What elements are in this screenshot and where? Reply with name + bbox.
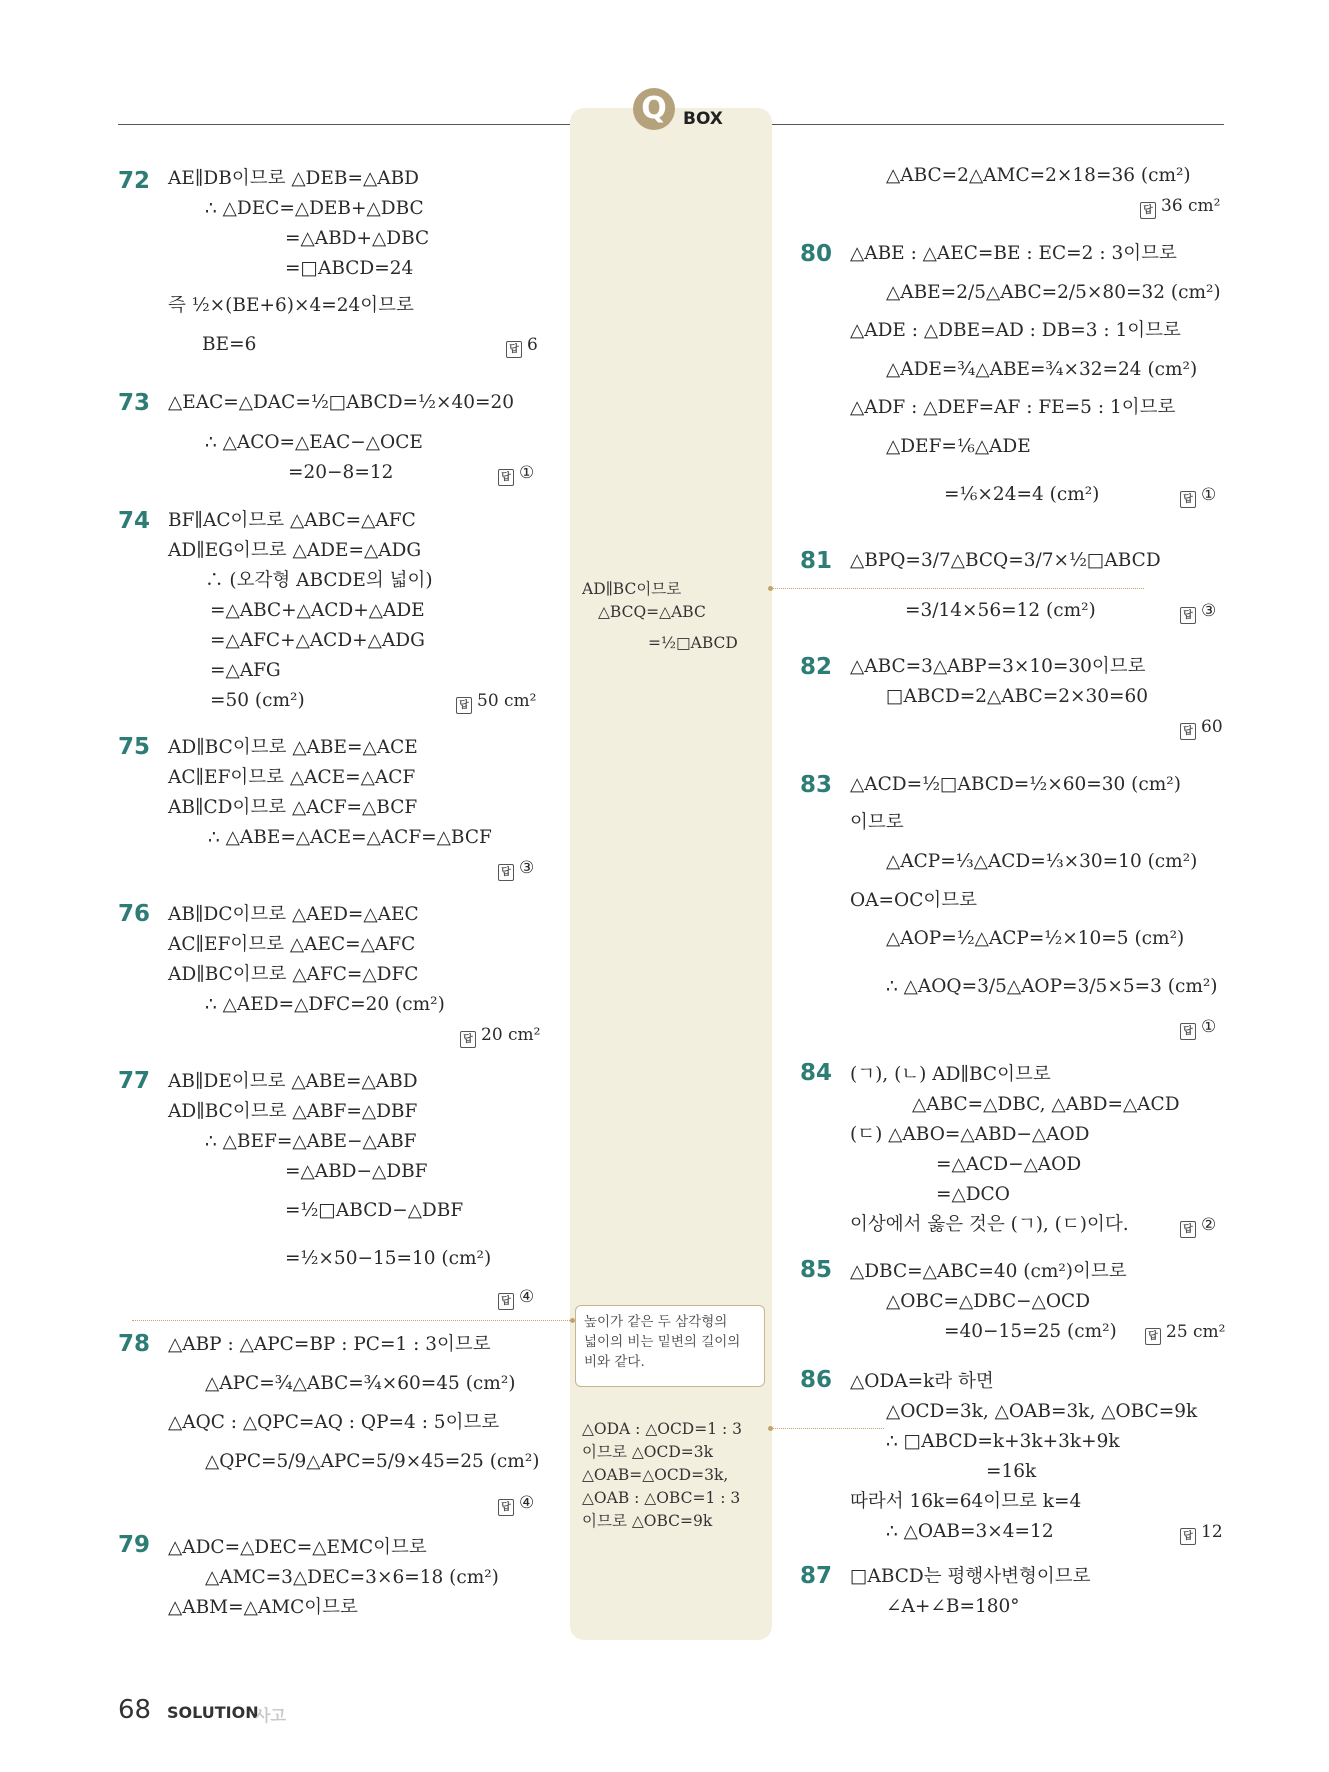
header-rule-left xyxy=(118,124,570,125)
solution-line: AC∥EF이므로 △ACE=△ACF xyxy=(168,767,416,788)
solution-line: △ADF : △DEF=AF : FE=5 : 1이므로 xyxy=(850,397,1176,418)
solution-line: 즉 ½×(BE+6)×4=24이므로 xyxy=(168,295,414,316)
page-number: 68 xyxy=(118,1695,152,1725)
answer-icon: 답 xyxy=(456,697,472,714)
solution-line: ∴ △AED=△DFC=20 (cm²) xyxy=(205,994,445,1015)
answer-84: 답 ② xyxy=(1180,1214,1216,1238)
solution-line: AC∥EF이므로 △AEC=△AFC xyxy=(168,934,416,955)
answer-77: 답 ④ xyxy=(498,1286,534,1310)
sidebar-hint: △OAB : △OBC=1 : 3 xyxy=(582,1489,741,1507)
problem-number: 75 xyxy=(118,734,151,760)
problem-number: 84 xyxy=(800,1060,833,1086)
answer-icon: 답 xyxy=(506,341,522,358)
solution-line: △ADE : △DBE=AD : DB=3 : 1이므로 xyxy=(850,320,1181,341)
answer-79: 답 36 cm² xyxy=(1140,195,1221,219)
solution-line: (ㄷ) △ABO=△ABD−△AOD xyxy=(850,1124,1090,1145)
solution-line: AD∥BC이므로 △AFC=△DFC xyxy=(168,964,419,985)
header-rule-right xyxy=(772,124,1224,125)
solution-line: =△ABC+△ACD+△ADE xyxy=(210,600,425,621)
solution-line: ∠A+∠B=180° xyxy=(886,1596,1020,1617)
connector-line xyxy=(132,1320,572,1321)
problem-number: 73 xyxy=(118,390,151,416)
solution-line: AD∥BC이므로 △ABF=△DBF xyxy=(168,1101,418,1122)
box-label: BOX xyxy=(683,109,723,129)
solution-line: △DBC=△ABC=40 (cm²)이므로 xyxy=(850,1261,1127,1282)
q-box-sidebar xyxy=(570,108,772,1640)
solution-line: (ㄱ), (ㄴ) AD∥BC이므로 xyxy=(850,1064,1051,1085)
answer-83: 답 ① xyxy=(1180,1016,1216,1040)
solution-line: OA=OC이므로 xyxy=(850,890,977,911)
solution-line: △AQC : △QPC=AQ : QP=4 : 5이므로 xyxy=(168,1412,500,1433)
problem-number: 78 xyxy=(118,1331,151,1357)
problem-number: 76 xyxy=(118,901,151,927)
answer-icon: 답 xyxy=(1140,202,1156,219)
solution-line: =50 (cm²) xyxy=(210,690,305,711)
solution-line: AE∥DB이므로 △DEB=△ABD xyxy=(168,168,420,189)
footer-faint-label: 사고 xyxy=(255,1706,286,1725)
sidebar-hint: 이므로 △OBC=9k xyxy=(582,1512,713,1530)
answer-78: 답 ④ xyxy=(498,1492,534,1516)
footer-label: SOLUTION xyxy=(167,1703,259,1722)
solution-line: =△ABD+△DBC xyxy=(285,228,430,249)
solution-line: 이상에서 옳은 것은 (ㄱ), (ㄷ)이다. xyxy=(850,1214,1129,1235)
answer-85: 답 25 cm² xyxy=(1145,1321,1226,1345)
solution-line: 따라서 16k=64이므로 k=4 xyxy=(850,1491,1082,1512)
problem-number: 81 xyxy=(800,548,833,574)
solution-line: △BPQ=3/7△BCQ=3/7×½□ABCD xyxy=(850,550,1161,571)
problem-number: 74 xyxy=(118,508,151,534)
sidebar-hint: =½□ABCD xyxy=(648,634,738,652)
solution-line: △AMC=3△DEC=3×6=18 (cm²) xyxy=(205,1567,499,1588)
solution-line: △ABC=△DBC, △ABD=△ACD xyxy=(912,1094,1180,1115)
solution-line: △AOP=½△ACP=½×10=5 (cm²) xyxy=(886,928,1185,949)
solution-line: △ACP=⅓△ACD=⅓×30=10 (cm²) xyxy=(886,851,1198,872)
solution-line: =△DCO xyxy=(936,1184,1010,1205)
answer-icon: 답 xyxy=(460,1031,476,1048)
solution-line: △ABP : △APC=BP : PC=1 : 3이므로 xyxy=(168,1334,491,1355)
problem-number: 77 xyxy=(118,1068,151,1094)
solution-line: =3/14×56=12 (cm²) xyxy=(905,600,1096,621)
answer-icon: 답 xyxy=(1180,723,1196,740)
solution-line: △OBC=△DBC−△OCD xyxy=(886,1291,1091,1312)
solution-line: △APC=¾△ABC=¾×60=45 (cm²) xyxy=(205,1373,516,1394)
connector-dot xyxy=(570,1318,575,1323)
solution-line: ∴ △DEC=△DEB+△DBC xyxy=(205,198,424,219)
solution-line: △ADE=¾△ABE=¾×32=24 (cm²) xyxy=(886,359,1198,380)
answer-icon: 답 xyxy=(498,469,514,486)
sidebar-hint: △OAB=△OCD=3k, xyxy=(582,1466,729,1484)
answer-76: 답 20 cm² xyxy=(460,1024,541,1048)
problem-number: 79 xyxy=(118,1532,151,1558)
sidebar-hint: AD∥BC이므로 xyxy=(582,580,682,598)
solution-line: □ABCD는 평행사변형이므로 xyxy=(850,1566,1091,1587)
solution-line: ∴ (오각형 ABCDE의 넓이) xyxy=(205,570,433,591)
solution-line: △ABE : △AEC=BE : EC=2 : 3이므로 xyxy=(850,243,1177,264)
solution-line: BE=6 xyxy=(202,334,257,355)
solution-line: =□ABCD=24 xyxy=(285,258,414,279)
solution-line: =20−8=12 xyxy=(288,462,394,483)
solution-line: =½□ABCD−△DBF xyxy=(285,1200,464,1221)
answer-80: 답 ① xyxy=(1180,484,1216,508)
answer-icon: 답 xyxy=(1145,1328,1161,1345)
solution-line: =16k xyxy=(986,1461,1037,1482)
solution-line: ∴ △AOQ=3/5△AOP=3/5×5=3 (cm²) xyxy=(886,976,1218,997)
answer-icon: 답 xyxy=(1180,1528,1196,1545)
sidebar-hint: △BCQ=△ABC xyxy=(598,603,706,621)
problem-number: 72 xyxy=(118,168,151,194)
solution-line: =△AFC+△ACD+△ADG xyxy=(210,630,425,651)
solution-line: =△AFG xyxy=(210,660,281,681)
solution-line: ∴ △ACO=△EAC−△OCE xyxy=(205,432,423,453)
solution-line: AB∥CD이므로 △ACF=△BCF xyxy=(168,797,418,818)
solution-line: AB∥DE이므로 △ABE=△ABD xyxy=(168,1071,418,1092)
solution-line: △ABM=△AMC이므로 xyxy=(168,1597,358,1618)
answer-icon: 답 xyxy=(1180,491,1196,508)
q-logo-icon: Q xyxy=(633,88,675,130)
problem-number: 83 xyxy=(800,772,833,798)
solution-line: □ABCD=2△ABC=2×30=60 xyxy=(886,686,1149,707)
solution-line: =△ABD−△DBF xyxy=(285,1161,428,1182)
solution-line: =½×50−15=10 (cm²) xyxy=(285,1248,492,1269)
solution-line: BF∥AC이므로 △ABC=△AFC xyxy=(168,510,416,531)
answer-81: 답 ③ xyxy=(1180,600,1216,624)
answer-73: 답 ① xyxy=(498,462,534,486)
solution-line: △DEF=⅙△ADE xyxy=(886,436,1031,457)
solution-line: AB∥DC이므로 △AED=△AEC xyxy=(168,904,419,925)
problem-number: 86 xyxy=(800,1367,833,1393)
solution-line: △OCD=3k, △OAB=3k, △OBC=9k xyxy=(886,1401,1198,1422)
solution-line: ∴ △OAB=3×4=12 xyxy=(886,1521,1054,1542)
sidebar-hint: △ODA : △OCD=1 : 3 xyxy=(582,1420,743,1438)
solution-line: ∴ △BEF=△ABE−△ABF xyxy=(205,1131,417,1152)
answer-82: 답 60 xyxy=(1180,716,1223,740)
problem-number: 82 xyxy=(800,654,833,680)
answer-icon: 답 xyxy=(1180,607,1196,624)
solution-line: △ABC=2△AMC=2×18=36 (cm²) xyxy=(886,165,1191,186)
answer-86: 답 12 xyxy=(1180,1521,1223,1545)
connector-line xyxy=(772,588,1144,589)
answer-75: 답 ③ xyxy=(498,857,534,881)
solution-line: △ODA=k라 하면 xyxy=(850,1371,994,1392)
problem-number: 87 xyxy=(800,1563,833,1589)
solution-line: △ADC=△DEC=△EMC이므로 xyxy=(168,1537,427,1558)
solution-line: =40−15=25 (cm²) xyxy=(944,1321,1117,1342)
answer-icon: 답 xyxy=(1180,1221,1196,1238)
problem-number: 85 xyxy=(800,1257,833,1283)
solution-line: △ABE=2/5△ABC=2/5×80=32 (cm²) xyxy=(886,282,1221,303)
solution-line: AD∥EG이므로 △ADE=△ADG xyxy=(168,540,422,561)
problem-number: 80 xyxy=(800,241,833,267)
solution-line: 이므로 xyxy=(850,812,904,833)
solution-line: ∴ △ABE=△ACE=△ACF=△BCF xyxy=(208,827,492,848)
solution-line: AD∥BC이므로 △ABE=△ACE xyxy=(168,737,418,758)
answer-icon: 답 xyxy=(498,864,514,881)
solution-line: △EAC=△DAC=½□ABCD=½×40=20 xyxy=(168,392,515,413)
answer-icon: 답 xyxy=(1180,1023,1196,1040)
solution-line: △ACD=½□ABCD=½×60=30 (cm²) xyxy=(850,774,1181,795)
answer-icon: 답 xyxy=(498,1499,514,1516)
answer-74: 답 50 cm² xyxy=(456,690,537,714)
solution-line: ∴ □ABCD=k+3k+3k+9k xyxy=(886,1431,1120,1452)
sidebar-hint: 이므로 △OCD=3k xyxy=(582,1443,714,1461)
answer-icon: 답 xyxy=(498,1293,514,1310)
answer-72: 답 6 xyxy=(506,334,538,358)
solution-line: △QPC=5/9△APC=5/9×45=25 (cm²) xyxy=(205,1451,540,1472)
solution-line: =⅙×24=4 (cm²) xyxy=(944,484,1100,505)
solution-line: =△ACD−△AOD xyxy=(936,1154,1082,1175)
tip-note: 높이가 같은 두 삼각형의 넓이의 비는 밑변의 길이의 비와 같다. xyxy=(575,1305,765,1387)
connector-line xyxy=(772,1428,884,1429)
solution-line: △ABC=3△ABP=3×10=30이므로 xyxy=(850,656,1146,677)
